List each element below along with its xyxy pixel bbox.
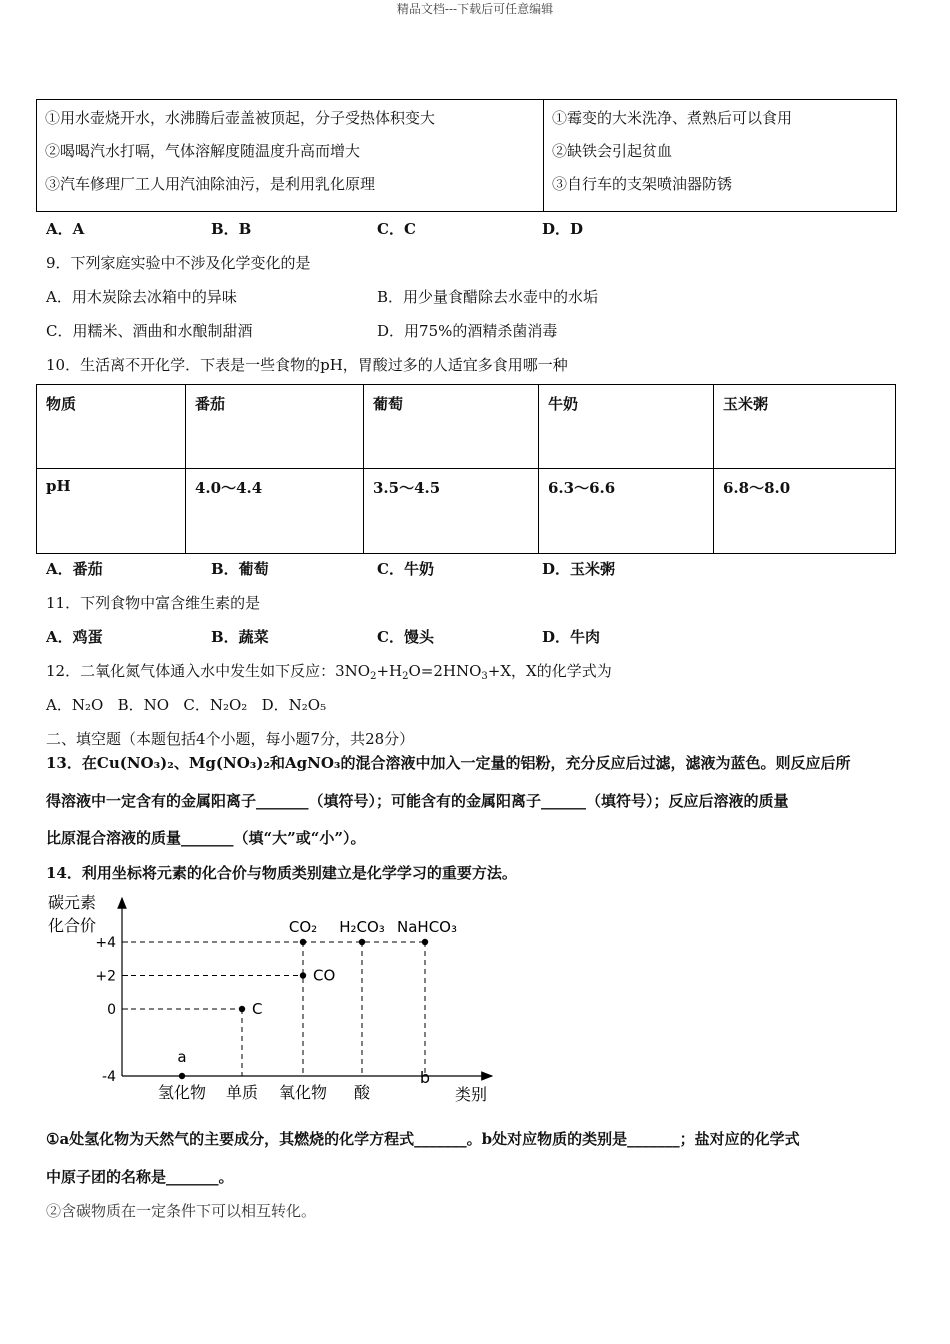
q10-option-a: A．番茄	[46, 560, 103, 578]
ph-header: 番茄	[186, 385, 364, 469]
q13-line-1: 13．在Cu(NO₃)₂、Mg(NO₃)₂和AgNO₃的混合溶液中加入一定量的铝粉，充分反应后过滤，滤液为蓝色。则反应后所	[46, 754, 851, 772]
q9-option-c: C．用糯米、酒曲和水酿制甜酒	[46, 322, 253, 340]
x-tick-label: 酸	[353, 1083, 371, 1102]
q12-stem-part: +X，X的化学式为	[487, 662, 612, 680]
q12-option-d: D．N₂O₅	[261, 696, 327, 714]
q8-left-item: ①用水壶烧开水，水沸腾后壶盖被顶起，分子受热体积变大	[45, 109, 436, 127]
x-tick-label: 氧化物	[278, 1083, 328, 1102]
q12-stem: 12．二氧化氮气体通入水中发生如下反应：$3NO_2+H_2O=2HNO_3+X$，X的化学式为	[46, 662, 612, 682]
data-point-label: CO	[313, 966, 336, 985]
x-tick-label: b	[419, 1068, 431, 1087]
page-header: 精品文档---下载后可任意编辑	[396, 2, 554, 16]
q8-table	[36, 99, 897, 212]
q12-option-c: C．N₂O₂	[183, 696, 248, 714]
q12-option-b: B．NO	[117, 696, 170, 714]
q13-line-2: 得溶液中一定含有的金属阳离子_______（填符号）；可能含有的金属阳离子______（填符号）；反应后溶液的质量	[46, 792, 789, 810]
q10-option-b: B．葡萄	[211, 560, 269, 578]
q8-left-item: ③汽车修理厂工人用汽油除油污，是利用乳化原理	[45, 175, 376, 193]
q8-option-c: C．C	[377, 220, 416, 238]
q9-option-b: B．用少量食醋除去水壶中的水垢	[377, 288, 599, 306]
q12-stem-part: O=2HNO	[408, 662, 482, 680]
q9-option-d: D．用75%的酒精杀菌消毒	[377, 322, 558, 340]
data-point-label: CO₂	[288, 918, 318, 936]
q11-option-c: C．馒头	[377, 628, 434, 646]
ph-header: 牛奶	[539, 385, 714, 469]
q8-right-item: ③自行车的支架喷油器防锈	[552, 175, 733, 193]
q14-sub1-line-1: ①a处氢化物为天然气的主要成分，其燃烧的化学方程式_______。b处对应物质的类别是_______；盐对应的化学式	[46, 1130, 800, 1148]
data-point-label: NaHCO₃	[397, 918, 457, 936]
q11-option-b: B．蔬菜	[211, 628, 269, 646]
ph-cell: 6.8～8.0	[714, 469, 896, 554]
y-axis-title-1: 碳元素	[48, 893, 97, 912]
x-tick-label: 单质	[225, 1083, 259, 1102]
ph-table	[36, 384, 896, 554]
ph-cell: 3.5～4.5	[364, 469, 539, 554]
q8-right-item: ①霉变的大米洗净、煮熟后可以食用	[552, 109, 793, 127]
q12-stem-part: +H	[376, 662, 403, 680]
ph-header: 物质	[37, 385, 186, 469]
section-2-title: 二、填空题（本题包括4个小题，每小题7分，共28分）	[46, 730, 415, 748]
x-axis-title: 类别	[455, 1085, 488, 1104]
data-point	[179, 1073, 185, 1079]
q10-option-c: C．牛奶	[377, 560, 434, 578]
q9-stem: 9．下列家庭实验中不涉及化学变化的是	[46, 254, 311, 272]
q11-option-a: A．鸡蛋	[46, 628, 103, 646]
q10-option-d: D．玉米粥	[542, 560, 616, 578]
data-point	[239, 1006, 245, 1012]
data-point	[422, 939, 428, 945]
q12-option-a: A．N₂O	[46, 696, 104, 714]
y-tick-label: +4	[95, 935, 116, 951]
y-axis-title-2: 化合价	[48, 916, 97, 935]
q8-right-item: ②缺铁会引起贫血	[552, 142, 673, 160]
x-tick-label: 氢化物	[157, 1083, 207, 1102]
q8-option-d: D．D	[542, 220, 584, 238]
data-point	[300, 972, 306, 978]
q14-sub1-line-2: 中原子团的名称是_______。	[46, 1168, 234, 1186]
q8-left-cell	[37, 100, 544, 212]
ph-header: 玉米粥	[714, 385, 896, 469]
ph-cell: pH	[37, 469, 186, 554]
q8-left-item: ②喝喝汽水打嗝，气体溶解度随温度升高而增大	[45, 142, 361, 160]
q11-stem: 11．下列食物中富含维生素的是	[46, 594, 261, 612]
q8-option-b: B．B	[211, 220, 252, 238]
q12-options	[46, 694, 326, 715]
valence-category-chart	[40, 886, 510, 1111]
q9-option-a: A．用木炭除去冰箱中的异味	[46, 288, 237, 306]
q8-right-cell	[544, 100, 897, 212]
q14-stem: 14．利用坐标将元素的化合价与物质类别建立是化学学习的重要方法。	[46, 864, 517, 882]
ph-cell: 4.0～4.4	[186, 469, 364, 554]
data-point	[300, 939, 306, 945]
q8-option-a: A．A	[46, 220, 85, 238]
data-point-label: C	[252, 1000, 263, 1018]
q10-stem: 10．生活离不开化学．下表是一些食物的pH，胃酸过多的人适宜多食用哪一种	[46, 356, 568, 374]
q13-line-3: 比原混合溶液的质量_______（填“大”或“小”）。	[46, 829, 366, 847]
ph-header: 葡萄	[364, 385, 539, 469]
data-point-label: a	[177, 1048, 187, 1066]
q14-sub2: ②含碳物质在一定条件下可以相互转化。	[46, 1202, 317, 1220]
y-tick-label: 0	[107, 1002, 116, 1018]
y-tick-label: -4	[102, 1069, 116, 1085]
y-tick-label: +2	[95, 968, 116, 985]
data-point-label: H₂CO₃	[339, 918, 385, 936]
ph-cell: 6.3～6.6	[539, 469, 714, 554]
q11-option-d: D．牛肉	[542, 628, 601, 646]
q12-stem-part: 12．二氧化氮气体通入水中发生如下反应：3NO	[46, 662, 371, 680]
data-point	[359, 939, 365, 945]
